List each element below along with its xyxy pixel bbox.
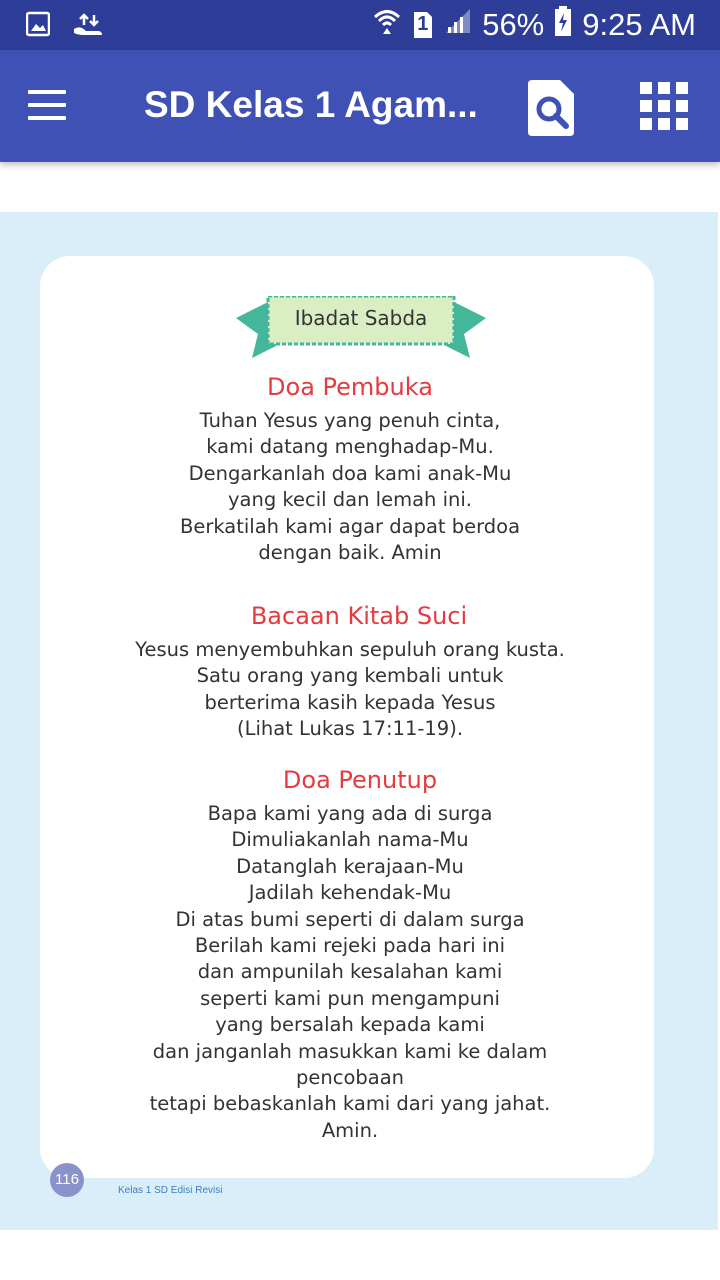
status-bar <box>0 0 720 50</box>
text-line: berterima kasih kepada Yesus <box>204 690 496 714</box>
ribbon-label: Ibadat Sabda <box>294 306 428 330</box>
app-title: SD Kelas 1 Agam... <box>144 84 478 125</box>
menu-button[interactable] <box>28 90 68 120</box>
clock: 9:25 AM <box>582 7 696 42</box>
text-line: dengan baik. Amin <box>258 541 442 565</box>
text-line: Dengarkanlah doa kami anak-Mu <box>188 461 512 485</box>
grid-menu-button[interactable] <box>640 82 688 130</box>
text-line: yang bersalah kepada kami <box>215 1013 485 1037</box>
text-line: Datanglah kerajaan-Mu <box>236 854 464 878</box>
sim-icon <box>412 10 434 40</box>
section-body-doa-pembuka <box>0 408 710 566</box>
section-heading-bacaan-kitab-suci: Bacaan Kitab Suci <box>250 602 468 630</box>
footer-text: Kelas 1 SD Edisi Revisi <box>118 1185 223 1196</box>
text-line: dan janganlah masukkan kami ke dalam <box>152 1039 548 1063</box>
grid-icon <box>640 82 688 130</box>
battery-icon <box>554 6 572 44</box>
wifi-icon <box>372 6 402 44</box>
section-body-doa-penutup <box>0 801 710 1144</box>
search-document-button[interactable] <box>528 80 578 136</box>
text-line: kami datang menghadap-Mu. <box>206 435 494 459</box>
section-heading-doa-pembuka: Doa Pembuka <box>267 373 433 401</box>
page-number-badge: 116 <box>50 1163 84 1197</box>
text-line: Tuhan Yesus yang penuh cinta, <box>199 409 501 432</box>
section-body-bacaan-kitab-suci <box>0 637 710 743</box>
text-line: (Lihat Lukas 17:11-19). <box>236 717 464 741</box>
text-line: Satu orang yang kembali untuk <box>196 664 504 688</box>
text-line: Dimuliakanlah nama-Mu <box>231 828 469 852</box>
gallery-icon <box>26 11 50 44</box>
menu-icon <box>28 90 68 120</box>
text-line: Jadilah kehendak-Mu <box>248 881 452 905</box>
sim-slot-number: 1 <box>417 13 429 35</box>
text-line: pencobaan <box>295 1066 405 1090</box>
text-line: Bapa kami yang ada di surga <box>207 802 493 825</box>
text-line: Amin. <box>321 1118 379 1142</box>
text-line: tetapi bebaskanlah kami dari yang jahat. <box>149 1092 551 1116</box>
text-line: Di atas bumi seperti di dalam surga <box>175 907 525 931</box>
text-line: Berkatilah kami agar dapat berdoa <box>179 514 521 538</box>
download-icon <box>72 11 104 44</box>
text-line: yang kecil dan lemah ini. <box>228 488 472 512</box>
text-line: Berilah kami rejeki pada hari ini <box>194 934 506 958</box>
search-document-icon <box>528 80 578 136</box>
section-heading-doa-penutup: Doa Penutup <box>282 766 438 794</box>
signal-icon <box>444 7 472 43</box>
app-bar <box>0 50 720 162</box>
text-line: seperti kami pun mengampuni <box>200 986 500 1010</box>
text-line: Yesus menyembuhkan sepuluh orang kusta. <box>135 638 565 661</box>
text-line: dan ampunilah kesalahan kami <box>197 960 503 984</box>
battery-percentage: 56% <box>482 7 545 42</box>
